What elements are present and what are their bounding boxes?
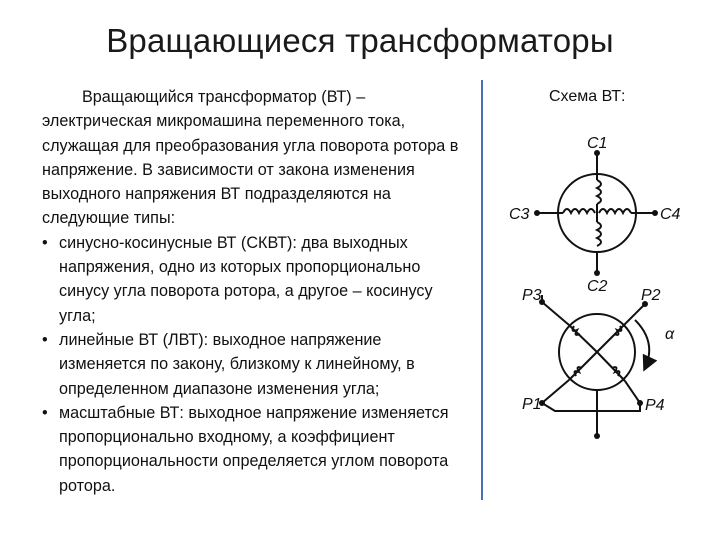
terminal-dot [637, 400, 643, 406]
scheme-label: Схема ВТ: [549, 88, 626, 105]
terminal-label-p4: P4 [645, 397, 665, 414]
list-item: • масштабные ВТ: выходное напряжение изменяется пропорционально входному, а коэффициент пропорциональности определяется углом поворота ротора. [42, 401, 467, 498]
list-item: • линейные ВТ (ЛВТ): выходное напряжение изменяется по закону, близкому к линейному, в определенном диапазоне изменения угла; [42, 328, 467, 401]
terminal-dot [652, 210, 658, 216]
terminal-label-c2: C2 [587, 278, 608, 295]
body-text [42, 85, 467, 498]
terminal-label-p2: P2 [641, 287, 661, 304]
column-divider [481, 80, 483, 500]
stator-scheme [537, 153, 655, 273]
terminal-dot [594, 270, 600, 276]
rotor-scheme [542, 295, 649, 436]
terminal-label-c1: C1 [587, 135, 608, 152]
terminal-label-c4: C4 [660, 206, 681, 223]
terminal-dot [534, 210, 540, 216]
terminal-label-c3: C3 [509, 206, 530, 223]
intro-paragraph: Вращающийся трансформатор (ВТ) – электрическая микромашина переменного тока, служащая для преобразования угла поворота ротора в напряжение. В зависимости от закона изменения выходного напряжения ВТ подразделяются на следующие типы: [42, 88, 459, 228]
list-item: • синусно-косинусные ВТ (СКВТ): два выходных напряжения, одно из которых пропорционально синусу угла поворота ротора, а другое – косинусу угла; [42, 231, 467, 328]
angle-label: α [665, 326, 675, 343]
terminal-label-p3: P3 [522, 287, 542, 304]
slide-title: Вращающиеся трансформаторы [106, 22, 614, 59]
terminal-label-p1: P1 [522, 396, 542, 413]
types-list [42, 231, 467, 498]
transformer-scheme-diagram [485, 120, 705, 445]
terminal-dot [594, 433, 600, 439]
